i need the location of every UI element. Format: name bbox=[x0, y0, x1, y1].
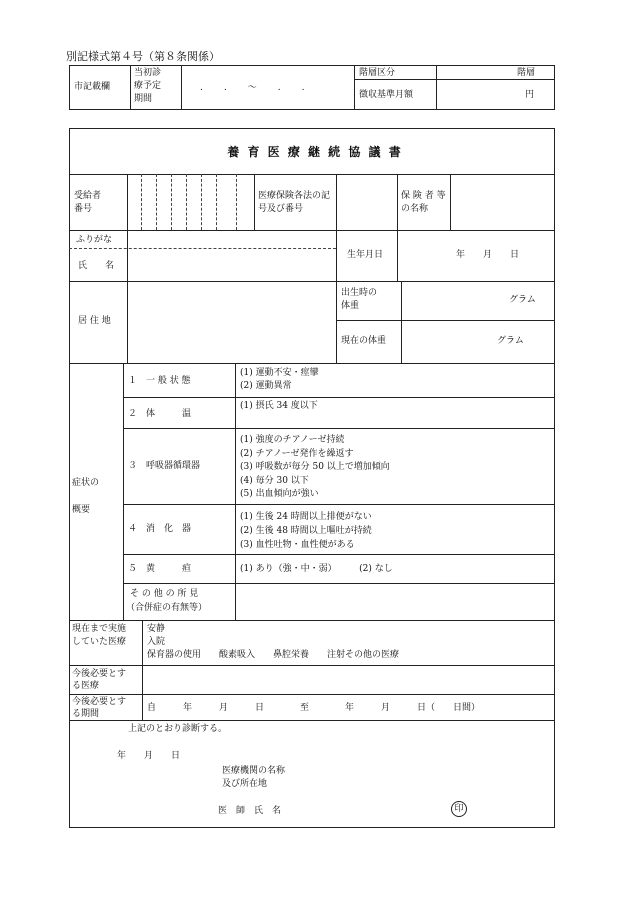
symptom-item: (3) 呼吸数が毎分 50 以上で増加傾向 bbox=[240, 462, 390, 472]
insurer-name-label: 保 険 者 等 bbox=[401, 191, 446, 201]
symptom-item: (4) 毎分 30 以下 bbox=[240, 475, 309, 486]
complications-label: （合併症の有無等） bbox=[126, 603, 208, 613]
treatment-item: 安静 bbox=[147, 624, 166, 634]
name-label: 氏 名 bbox=[78, 261, 115, 271]
symptom-item: (1) 運動不安・痙攣 bbox=[240, 368, 319, 378]
recipient-number-label: 番号 bbox=[74, 204, 93, 214]
symptom-item: (2) 生後 48 時間以上嘔吐が持続 bbox=[240, 526, 372, 536]
insurance-number-label: 号及び番号 bbox=[258, 204, 304, 214]
symptom-category-digestive: ４ 消 化 器 bbox=[128, 524, 192, 534]
treatment-item: 入院 bbox=[147, 637, 166, 647]
symptoms-label: 症状の bbox=[72, 478, 100, 488]
future-treatment-label: 今後必要とす bbox=[72, 669, 127, 679]
symptoms-label: 概要 bbox=[72, 505, 91, 515]
insurer-name-label: の名称 bbox=[401, 204, 429, 214]
symptom-item: (1) 生後 24 時間以上排便がない bbox=[240, 512, 372, 522]
treatment-period-line: 療予定 bbox=[134, 81, 162, 91]
symptom-category-temperature: ２ 体 温 bbox=[128, 409, 192, 419]
birth-weight-label: 体重 bbox=[341, 301, 360, 311]
future-period-label: る期間 bbox=[72, 709, 100, 719]
birthdate-label: 生年月日 bbox=[347, 250, 384, 260]
treatment-period-line: 期間 bbox=[134, 94, 153, 104]
birthdate-format: 年 月 日 bbox=[456, 250, 520, 260]
sign-date: 年 月 日 bbox=[117, 751, 181, 761]
recipient-number-label: 受給者 bbox=[74, 191, 102, 201]
symptom-category-respiratory: ３ 呼吸器循環器 bbox=[128, 461, 201, 471]
gram-unit: グラム bbox=[509, 295, 536, 305]
seal-mark: 印 bbox=[451, 801, 467, 817]
other-findings-label: そ の 他 の 所 見 bbox=[130, 589, 199, 599]
document-title: 養 育 医 療 継 続 協 議 書 bbox=[227, 145, 403, 159]
insurance-number-label: 医療保険各法の記 bbox=[258, 191, 331, 201]
symptom-item: (1) 強度のチアノーゼ持続 bbox=[240, 435, 345, 445]
monthly-base-label: 徴収基準月額 bbox=[359, 90, 414, 100]
symptom-item: (2) チアノーゼ発作を繰返す bbox=[240, 448, 354, 459]
doctor-name-label: 医 師 氏 名 bbox=[218, 806, 282, 816]
address-label: 居 住 地 bbox=[78, 316, 111, 326]
institution-label: 医療機関の名称 bbox=[222, 766, 286, 776]
yen-unit: 円 bbox=[525, 90, 535, 100]
institution-label: 及び所在地 bbox=[222, 779, 268, 789]
treatment-item: 保育器の使用 酸素吸入 鼻腔栄養 注射その他の医療 bbox=[147, 650, 400, 660]
current-treatment-label: 現在まで実施 bbox=[72, 624, 127, 634]
floor-category-label: 階層区分 bbox=[359, 68, 396, 78]
floor-unit: 階層 bbox=[517, 68, 536, 78]
future-period-value: 自 年 月 日 至 年 月 日（ 日間） bbox=[147, 703, 481, 713]
future-period-label: 今後必要とす bbox=[72, 697, 127, 707]
current-treatment-label: していた医療 bbox=[72, 637, 127, 647]
diagnosis-statement: 上記のとおり診断する。 bbox=[128, 724, 228, 734]
symptom-item: (5) 出血傾向が強い bbox=[240, 489, 319, 499]
furigana-label: ふりがな bbox=[76, 235, 113, 245]
treatment-date-range: . . ～ . . bbox=[200, 83, 306, 93]
symptom-category-general: １ 一 般 状 態 bbox=[128, 376, 191, 386]
gram-unit: グラム bbox=[497, 336, 524, 346]
form-header: 別記様式第４号（第８条関係） bbox=[66, 50, 220, 63]
symptom-category-jaundice: ５ 黄 疸 bbox=[128, 564, 192, 574]
symptom-item: (3) 血性吐物・血性便がある bbox=[240, 540, 355, 550]
city-field-label: 市記載欄 bbox=[74, 82, 111, 92]
future-treatment-label: る医療 bbox=[72, 681, 100, 691]
symptom-item: (1) 摂氏 34 度以下 bbox=[240, 401, 318, 411]
treatment-period-line: 当初診 bbox=[134, 68, 162, 78]
birth-weight-label: 出生時の bbox=[341, 288, 378, 298]
symptom-item: (1) あり（強・中・弱） (2) なし bbox=[240, 564, 393, 574]
symptom-item: (2) 運動異常 bbox=[240, 381, 292, 391]
current-weight-label: 現在の体重 bbox=[341, 336, 387, 346]
